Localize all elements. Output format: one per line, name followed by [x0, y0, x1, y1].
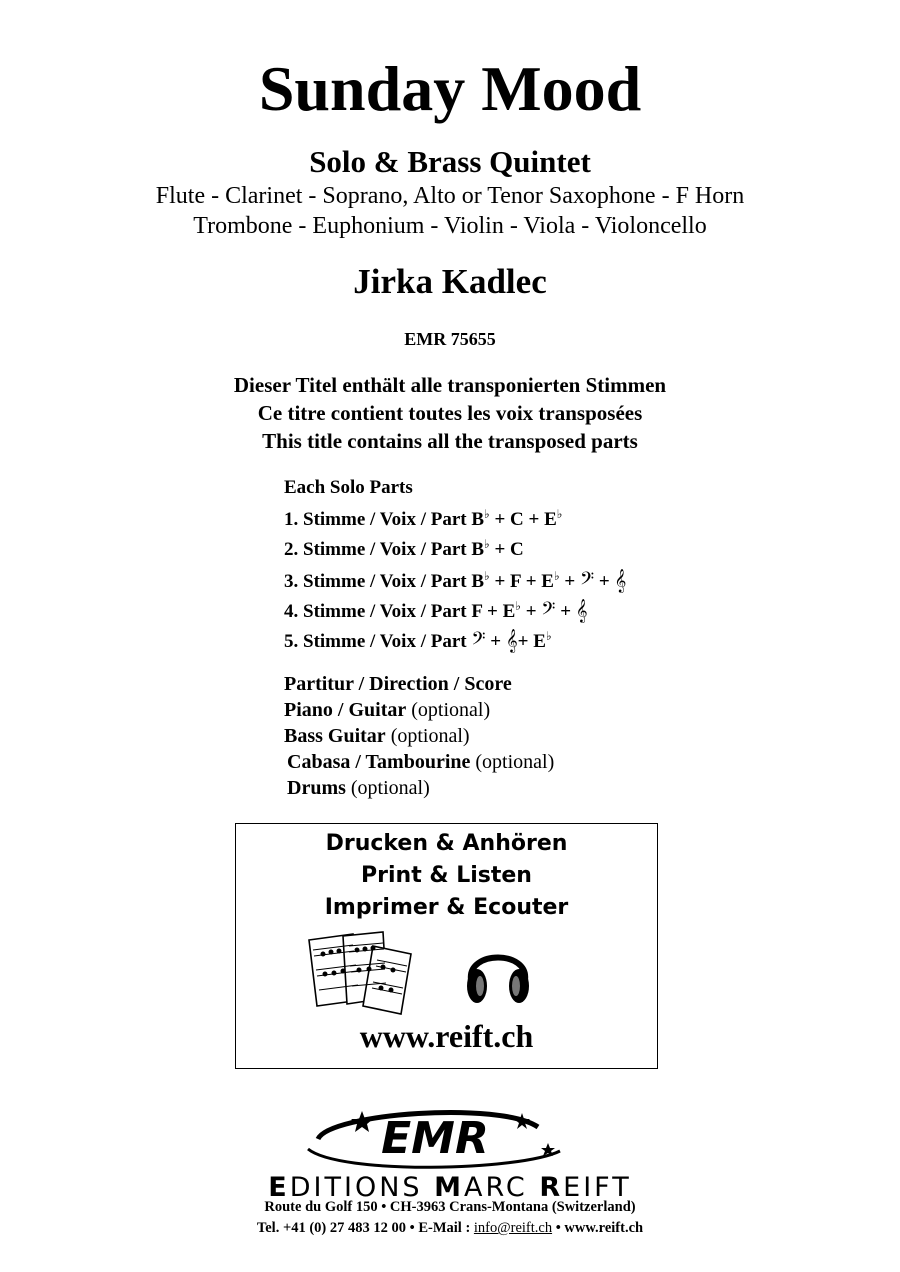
- flat-symbol: ♭: [553, 569, 560, 583]
- parts-list: [284, 475, 626, 655]
- part-prefix: 5. Stimme / Voix / Part: [284, 631, 467, 652]
- email-link[interactable]: info@reift.ch: [473, 1220, 553, 1236]
- parts-heading: Each Solo Parts: [284, 477, 413, 498]
- website-link[interactable]: • www.reift.ch: [555, 1220, 644, 1236]
- headphones-icon: [463, 936, 533, 1008]
- key-b: B: [471, 509, 485, 530]
- optional-note: (optional): [390, 725, 470, 747]
- sheet-music-icon: [303, 930, 419, 1016]
- plus-sign: +: [494, 509, 506, 530]
- instruments-line-2: Trombone - Euphonium - Violin - Viola - Violoncello: [193, 213, 707, 239]
- bass-clef-icon: 𝄢: [471, 629, 486, 654]
- extras-list: [284, 671, 554, 801]
- treble-clef-icon: 𝄞: [614, 568, 627, 592]
- extra-cabasa: [284, 749, 554, 775]
- promo-website-link[interactable]: www.reift.ch: [359, 1018, 534, 1054]
- plus-sign: +: [494, 539, 506, 560]
- part-line-5: [284, 625, 626, 655]
- part-prefix: 2. Stimme / Voix / Part: [284, 539, 467, 560]
- flat-symbol: ♭: [515, 599, 521, 613]
- plus-sign: +: [490, 631, 502, 652]
- publisher-initial-r: R: [539, 1172, 564, 1203]
- part-prefix: 4. Stimme / Voix / Part: [284, 601, 467, 622]
- bass-clef-icon: 𝄢: [541, 599, 556, 624]
- extra-score-label: Partitur / Direction / Score: [284, 673, 512, 695]
- publisher-contact: [0, 1218, 900, 1238]
- plus-sign: +: [560, 601, 572, 622]
- plus-sign: +: [494, 571, 506, 592]
- optional-note: (optional): [350, 777, 430, 799]
- part-prefix: 1. Stimme / Voix / Part: [284, 509, 467, 530]
- optional-note: (optional): [475, 751, 555, 773]
- extra-drums: [284, 775, 554, 801]
- flat-symbol: ♭: [545, 629, 552, 643]
- treble-clef-icon: 𝄞: [505, 628, 518, 652]
- key-e: E: [502, 601, 516, 622]
- part-line-2: [284, 535, 626, 565]
- notice-english: This title contains all the transposed parts: [262, 429, 638, 453]
- treble-clef-icon: 𝄞: [575, 598, 588, 622]
- publisher-word-marc: ARC: [464, 1172, 528, 1203]
- key-c: C: [510, 539, 524, 560]
- plus-sign: +: [525, 571, 537, 592]
- emr-logo: [300, 1105, 580, 1175]
- flat-symbol: ♭: [484, 537, 490, 551]
- key-b: B: [471, 571, 485, 592]
- piece-title: Sunday Mood: [258, 53, 642, 124]
- ensemble-subtitle: Solo & Brass Quintet: [309, 144, 591, 179]
- key-e: E: [541, 571, 554, 592]
- part-line-1: [284, 505, 626, 535]
- catalog-number: EMR 75655: [404, 329, 496, 349]
- publisher-word-reift: EIFT: [563, 1172, 632, 1203]
- plus-sign: +: [598, 571, 610, 592]
- key-c: C: [510, 509, 524, 530]
- flat-symbol: ♭: [484, 507, 490, 521]
- key-f: F: [510, 571, 521, 592]
- extra-bass-label: Bass Guitar: [284, 725, 386, 747]
- promo-line-german: Drucken & Anhören: [325, 831, 568, 856]
- extra-drums-label: Drums: [287, 777, 346, 799]
- extra-bass: [284, 723, 554, 749]
- key-e: E: [533, 631, 546, 652]
- notice-french: Ce titre contient toutes les voix transposées: [257, 401, 643, 425]
- flat-symbol: ♭: [484, 569, 490, 583]
- key-b: B: [471, 539, 485, 560]
- plus-sign: +: [564, 571, 576, 592]
- flat-symbol: ♭: [556, 507, 563, 521]
- notice-german: Dieser Titel enthält alle transponierten Stimmen: [233, 373, 667, 397]
- promo-line-french: Imprimer & Ecouter: [324, 895, 569, 920]
- publisher-address: Route du Golf 150 • CH-3963 Crans-Montana (Switzerland): [264, 1199, 636, 1215]
- emr-logo-text: EMR: [381, 1113, 489, 1164]
- part-line-4: [284, 595, 626, 625]
- extra-piano-label: Piano / Guitar: [284, 699, 407, 721]
- extra-piano: [284, 697, 554, 723]
- composer-name: Jirka Kadlec: [353, 262, 547, 301]
- promo-line-english: Print & Listen: [361, 863, 532, 888]
- plus-sign: +: [525, 601, 537, 622]
- optional-note: (optional): [411, 699, 491, 721]
- bass-clef-icon: 𝄢: [579, 569, 595, 594]
- phone-and-email-label: Tel. +41 (0) 27 483 12 00 • E-Mail :: [256, 1220, 471, 1236]
- publisher-initial-e: E: [268, 1172, 290, 1203]
- part-line-3: [284, 565, 626, 595]
- plus-sign: +: [487, 601, 498, 622]
- plus-sign: +: [528, 509, 540, 530]
- part-prefix: 3. Stimme / Voix / Part: [284, 571, 467, 592]
- extra-cabasa-label: Cabasa / Tambourine: [287, 751, 471, 773]
- publisher-initial-m: M: [434, 1172, 464, 1203]
- instruments-line-1: Flute - Clarinet - Soprano, Alto or Tenor Saxophone - F Horn: [155, 183, 745, 209]
- extra-score: [284, 671, 554, 697]
- key-f: F: [471, 601, 483, 622]
- print-listen-box: [235, 823, 658, 1069]
- plus-sign: +: [517, 631, 529, 652]
- publisher-word-editions: DITIONS: [289, 1172, 423, 1203]
- key-e: E: [544, 509, 557, 530]
